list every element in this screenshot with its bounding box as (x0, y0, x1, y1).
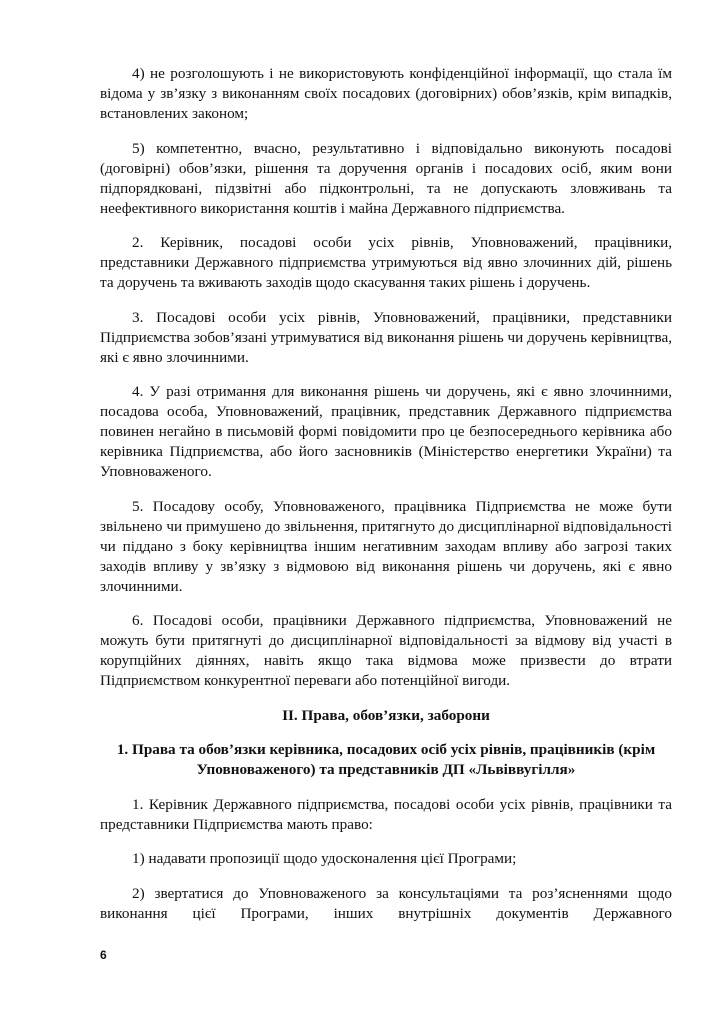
page-number: 6 (100, 948, 107, 962)
paragraph-1: 4) не розголошують і не використовують конфіденційної інформації, що стала їм відома у зв’язку з виконанням своїх посадових (договірних) обов’язків, крім випадків, встановлених законом; (100, 65, 672, 122)
paragraph-2: 5) компетентно, вчасно, результативно і відповідально виконують посадові (договірні) обов’язки, рішення та доручення органів і посадових осіб, яким вони підпорядковані, підзвітні або підконтрольні, та не допускають зловживань та неефективного використання коштів і майна Державного підприємства. (100, 139, 672, 217)
paragraph-5: 4. У разі отримання для виконання рішень чи доручень, які є явно злочинними, посадова особа, Уповноважений, працівник, представник Державного підприємства повинен негайно в письмовій формі повідомити про це безпосереднього керівника або керівника Підприємства, або його засновників (Міністерство енергетики України) та Уповноваженого. (100, 383, 672, 480)
subsection-heading: 1. Права та обов’язки керівника, посадових осіб усіх рівнів, працівників (крім Уповноваженого) та представників ДП «Львіввугілля» (116, 741, 656, 778)
paragraph-8: 1. Керівник Державного підприємства, посадові особи усіх рівнів, працівники та представники Підприємства мають право: (100, 795, 672, 833)
paragraph-4: 3. Посадові особи усіх рівнів, Уповноважений, працівники, представники Підприємства зобов’язані утримуватися від виконання рішень чи доручень керівництва, які є явно злочинними. (100, 308, 672, 366)
section-heading: ІІ. Права, обов’язки, заборони (282, 706, 490, 724)
document-page (100, 64, 672, 924)
paragraph-7: 6. Посадові особи, працівники Державного підприємства, Уповноважений не можуть бути притягнуті до дисциплінарної відповідальності за відмову від участі в корупційних діяннях, навіть якщо така відмова може призвести до втрати Підприємством конкурентної переваги або потенційної вигоди. (100, 612, 672, 689)
paragraph-10: 2) звертатися до Уповноваженого за консультаціями та роз’ясненнями щодо виконання цієї Програми, інших внутрішніх документів Державного (100, 884, 672, 922)
paragraph-3: 2. Керівник, посадові особи усіх рівнів, Уповноважений, працівники, представники Державного підприємства утримуються від явно злочинних дій, рішень та доручень та вживають заходів щодо скасування таких рішень і доручень. (100, 234, 672, 291)
paragraph-6: 5. Посадову особу, Уповноваженого, працівника Підприємства не може бути звільнено чи примушено до звільнення, притягнуто до дисциплінарної відповідальності чи піддано з боку керівництва іншим негативним заходам впливу або загрозі таких заходів впливу у зв’язку з відмовою від виконання рішень чи доручень, які є явно злочинними. (100, 497, 672, 595)
paragraph-9: 1) надавати пропозиції щодо удосконалення цієї Програми; (132, 850, 517, 867)
